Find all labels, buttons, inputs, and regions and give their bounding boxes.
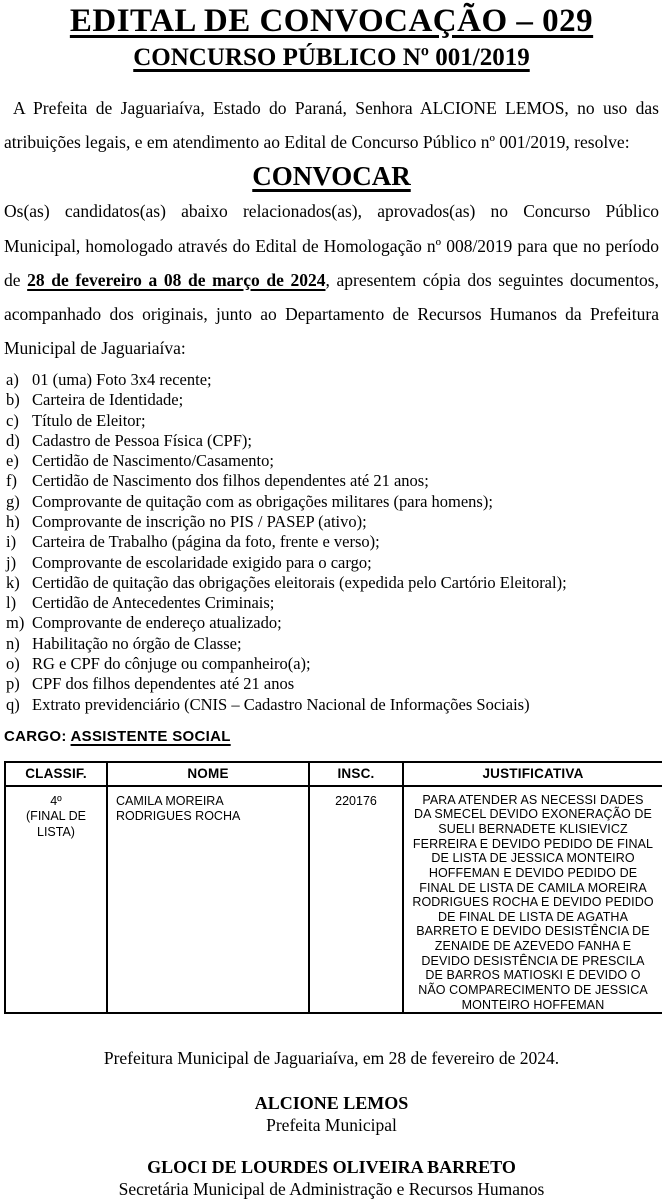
list-marker: a) bbox=[6, 370, 19, 390]
list-text: Carteira de Trabalho (página da foto, frente e verso); bbox=[32, 532, 380, 552]
list-text: Cadastro de Pessoa Física (CPF); bbox=[32, 430, 252, 450]
signature-role-prefeita: Prefeita Municipal bbox=[266, 1115, 397, 1136]
list-marker: k) bbox=[6, 572, 20, 592]
cell-insc: 220176 bbox=[309, 786, 403, 1013]
list-text: RG e CPF do cônjuge ou companheiro(a); bbox=[32, 654, 311, 673]
list-text: Extrato previdenciário (CNIS – Cadastro Nacional de Informações Sociais) bbox=[32, 694, 530, 714]
list-item-d bbox=[4, 431, 659, 451]
list-text: CPF dos filhos dependentes até 21 anos bbox=[32, 674, 295, 694]
list-marker: i) bbox=[6, 532, 17, 552]
list-text: Comprovante de escolaridade exigido para o cargo; bbox=[32, 552, 372, 572]
list-text: Certidão de Nascimento/Casamento; bbox=[32, 451, 274, 471]
list-text: 01 (uma) Foto 3x4 recente; bbox=[32, 370, 212, 390]
cargo-label: CARGO: bbox=[4, 727, 71, 745]
list-marker: q) bbox=[6, 694, 20, 714]
list-item-j bbox=[4, 553, 659, 573]
list-item-o bbox=[4, 654, 659, 674]
list-marker: l) bbox=[6, 593, 17, 613]
list-item-n bbox=[4, 634, 659, 654]
cell-classif bbox=[5, 786, 107, 1013]
list-marker: g) bbox=[6, 491, 20, 511]
cell-nome: CAMILA MOREIRA RODRIGUES ROCHA bbox=[107, 786, 309, 1013]
classif-rank: 4º bbox=[50, 793, 62, 808]
document-subtitle bbox=[4, 44, 659, 72]
list-item-p bbox=[4, 674, 659, 694]
body-paragraph-part1: Os(as) candidatos(as) abaixo relacionados(as), aprovados(as) no Concurso Público Municipal, homologado através do Edital de Homologação nº 008/2019 para que no período de bbox=[4, 201, 659, 290]
list-text: Carteira de Identidade; bbox=[32, 390, 184, 410]
signature-name-secretaria: GLOCI DE LOURDES OLIVEIRA BARRETO bbox=[147, 1157, 516, 1178]
column-header-insc: INSC. bbox=[309, 762, 403, 786]
list-item-k bbox=[4, 573, 659, 593]
list-item-q bbox=[4, 695, 659, 715]
dateline: Prefeitura Municipal de Jaguariaíva, em 28 de fevereiro de 2024. bbox=[103, 1048, 560, 1069]
cell-justificativa: PARA ATENDER AS NECESSI DADES DA SMECEL DEVIDO EXONERAÇÃO DE SUELI BERNADETE KLISIEVICZ FERREIRA E DEVIDO PEDIDO DE FINAL DE LISTA DE JESSICA MONTEIRO HOFFEMAN E DEVIDO PEDIDO DE FINAL DE LISTA DE CAMILA MOREIRA RODRIGUES ROCHA E DEVIDO PEDIDO DE FINAL DE LISTA DE AGATHA BARRETO E DEVIDO DESISTÊNCIA DE ZENAIDE DE AZEVEDO FANHA E DEVIDO DESISTÊNCIA DE PRESCILA DE BARROS MATIOSKI E DEVIDO O NÃO COMPARECIMENTO DE JESSICA MONTEIRO HOFFEMAN bbox=[403, 786, 662, 1013]
list-marker: o) bbox=[6, 654, 20, 673]
list-item-a bbox=[4, 370, 659, 390]
list-marker: m) bbox=[6, 613, 25, 633]
cargo-value: ASSISTENTE SOCIAL bbox=[70, 727, 231, 745]
convocar-heading bbox=[4, 161, 659, 192]
list-text: Certidão de Nascimento dos filhos dependentes até 21 anos; bbox=[32, 471, 429, 491]
list-marker: e) bbox=[6, 451, 19, 471]
classif-note: (FINAL DE LISTA) bbox=[26, 809, 86, 840]
list-text: Comprovante de endereço atualizado; bbox=[32, 613, 282, 633]
column-header-nome: NOME bbox=[107, 762, 309, 786]
list-item-i bbox=[4, 532, 659, 552]
intro-paragraph: A Prefeita de Jaguariaíva, Estado do Paraná, Senhora ALCIONE LEMOS, no uso das atribuições legais, e em atendimento ao Edital de Concurso Público nº 001/2019, resolve: bbox=[4, 98, 659, 153]
document-title bbox=[4, 4, 659, 39]
list-text: Comprovante de quitação com as obrigações militares (para homens); bbox=[32, 491, 493, 511]
signature-block-prefeita bbox=[4, 1093, 659, 1136]
list-item-m bbox=[4, 613, 659, 633]
table-row bbox=[5, 786, 662, 1013]
list-marker: h) bbox=[6, 512, 20, 532]
list-item-l bbox=[4, 593, 659, 613]
list-marker: p) bbox=[6, 674, 20, 694]
list-item-e bbox=[4, 451, 659, 471]
list-item-c bbox=[4, 411, 659, 431]
list-item-b bbox=[4, 390, 659, 410]
list-text: Comprovante de inscrição no PIS / PASEP (ativo); bbox=[32, 512, 367, 532]
document-subtitle-text: CONCURSO PÚBLICO Nº 001/2019 bbox=[133, 43, 530, 71]
column-header-justificativa: JUSTIFICATIVA bbox=[403, 762, 662, 786]
deadline-highlight: 28 de fevereiro a 08 de março de 2024 bbox=[27, 269, 326, 290]
list-marker: d) bbox=[6, 430, 20, 450]
convocar-heading-text: CONVOCAR bbox=[252, 161, 411, 192]
list-marker: c) bbox=[6, 410, 19, 430]
signature-role-secretaria: Secretária Municipal de Administração e Recursos Humanos bbox=[118, 1179, 545, 1200]
signature-block-secretaria bbox=[4, 1157, 659, 1200]
list-item-g bbox=[4, 492, 659, 512]
table-header bbox=[5, 762, 662, 786]
list-text: Certidão de quitação das obrigações eleitorais (expedida pelo Cartório Eleitoral); bbox=[32, 572, 567, 592]
signature-name-prefeita: ALCIONE LEMOS bbox=[254, 1093, 409, 1114]
document-title-text: EDITAL DE CONVOCAÇÃO – 029 bbox=[69, 3, 594, 39]
list-item-h bbox=[4, 512, 659, 532]
list-text: Certidão de Antecedentes Criminais; bbox=[32, 593, 275, 613]
document-checklist bbox=[4, 370, 659, 715]
body-paragraph-part2: , apresentem cópia dos seguintes documentos, acompanhado dos originais, junto ao Departamento de Recursos Humanos da Prefeitura Municipal de Jaguariaíva: bbox=[4, 269, 659, 358]
list-marker: j) bbox=[6, 552, 17, 572]
list-text: Título de Eleitor; bbox=[32, 410, 146, 430]
body-paragraph bbox=[4, 194, 659, 365]
list-item-f bbox=[4, 471, 659, 491]
list-marker: f) bbox=[6, 471, 17, 491]
convocation-table bbox=[4, 761, 662, 1014]
list-marker: n) bbox=[6, 633, 20, 653]
list-text: Habilitação no órgão de Classe; bbox=[32, 633, 242, 653]
column-header-classif: CLASSIF. bbox=[5, 762, 107, 786]
list-marker: b) bbox=[6, 390, 20, 410]
cargo-heading bbox=[4, 728, 659, 745]
